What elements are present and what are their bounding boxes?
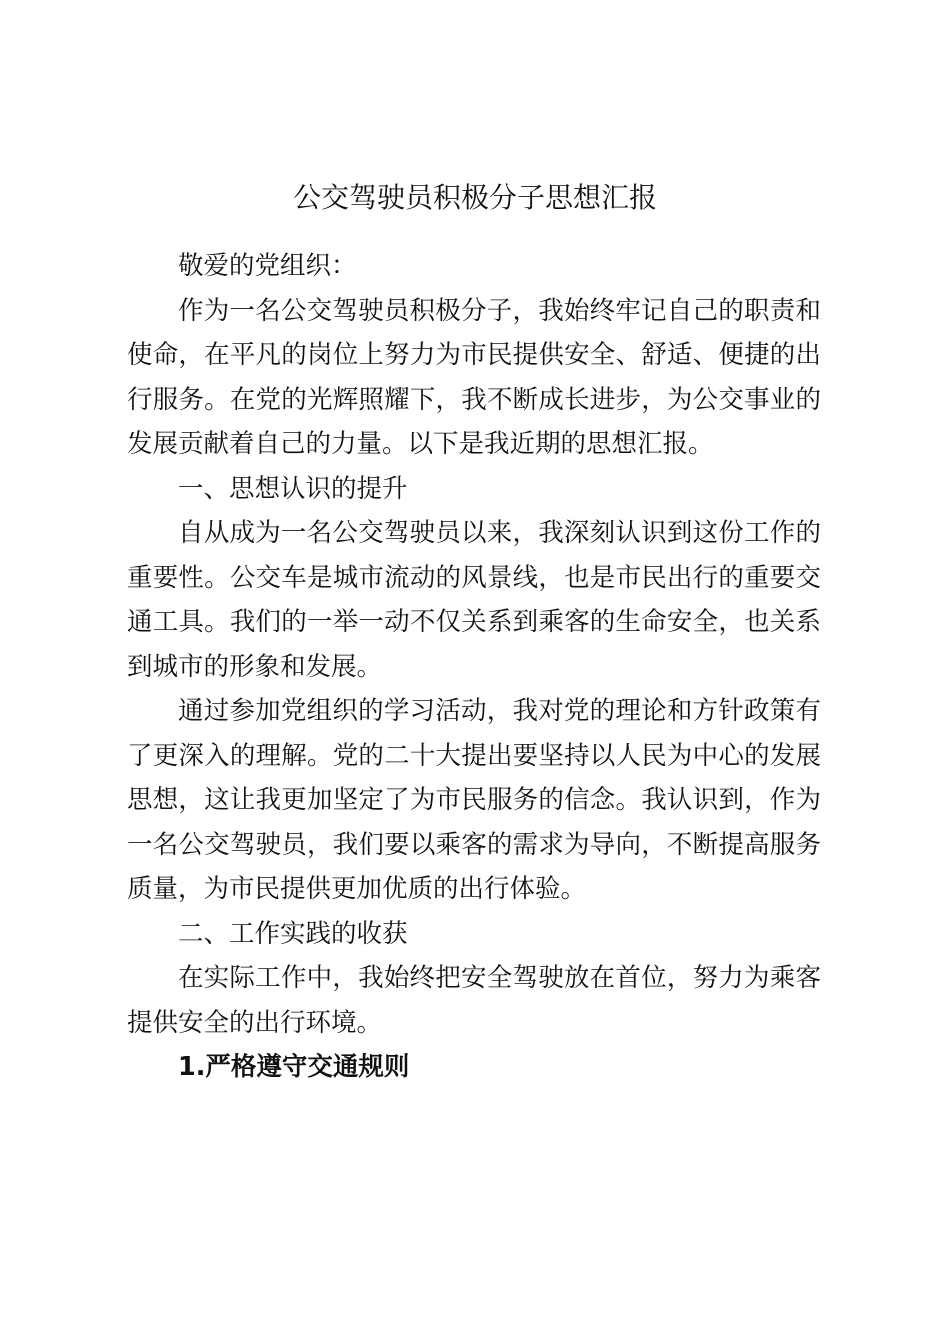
intro-paragraph: 作为一名公交驾驶员积极分子，我始终牢记自己的职责和使命，在平凡的岗位上努力为市民提供安全、舒适、便捷的出行服务。在党的光辉照耀下，我不断成长进步，为公交事业的发展贡献着自己的力量。以下是我近期的思想汇报。 — [127, 295, 821, 459]
subheading-traffic-rules: 1.严格遵守交通规则 — [178, 1052, 410, 1082]
body-paragraph: 通过参加党组织的学习活动，我对党的理论和方针政策有了更深入的理解。党的二十大提出要坚持以人民为中心的发展思想，这让我更加坚定了为市民服务的信念。我认识到，作为一名公交驾驶员，我们要以乘客的需求为导向，不断提高服务质量，为市民提供更加优质的出行体验。 — [127, 696, 821, 904]
body-paragraph: 在实际工作中，我始终把安全驾驶放在首位，努力为乘客提供安全的出行环境。 — [127, 963, 821, 1038]
document-title: 公交驾驶员积极分子思想汇报 — [292, 181, 657, 214]
document-body — [127, 244, 821, 1090]
section-heading-1: 一、思想认识的提升 — [178, 473, 408, 504]
salutation: 敬爱的党组织： — [178, 251, 357, 281]
body-paragraph: 自从成为一名公交驾驶员以来，我深刻认识到这份工作的重要性。公交车是城市流动的风景线，也是市民出行的重要交通工具。我们的一举一动不仅关系到乘客的生命安全，也关系到城市的形象和发展。 — [127, 518, 821, 682]
section-heading-2: 二、工作实践的收获 — [178, 918, 408, 949]
